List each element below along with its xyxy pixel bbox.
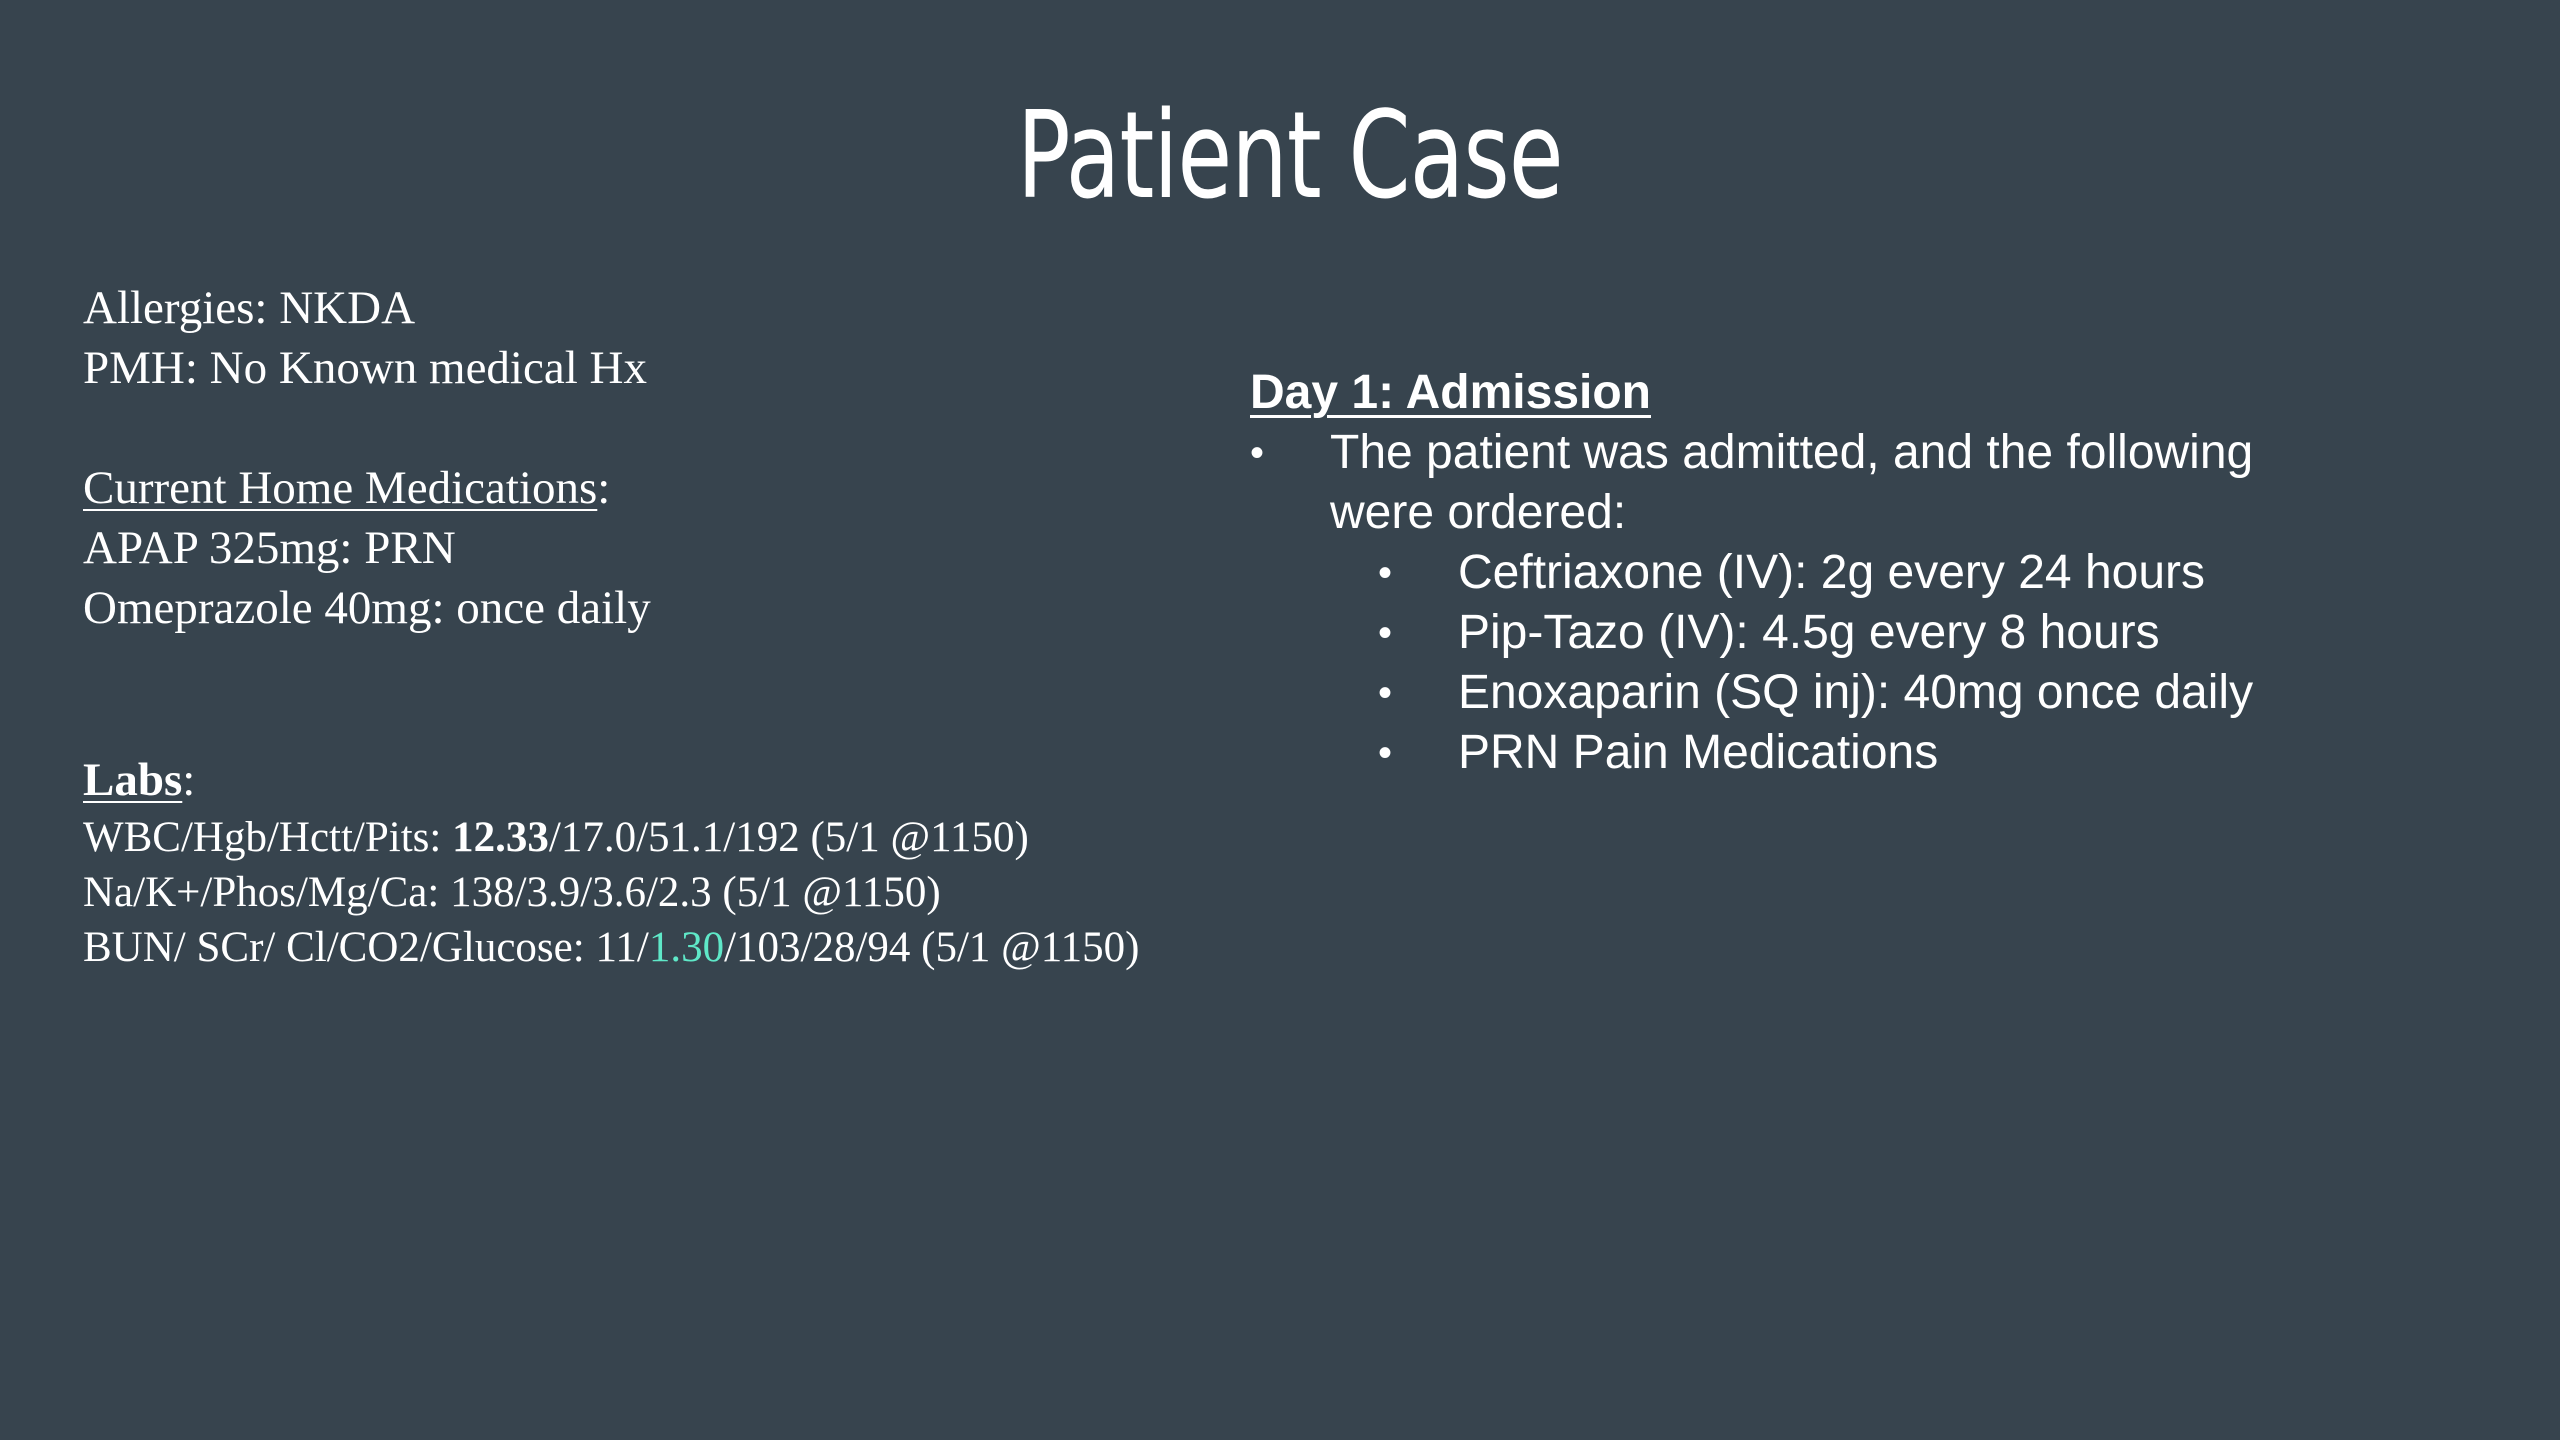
home-med-item: APAP 325mg: PRN — [83, 522, 456, 574]
labs-electrolytes-line: Na/K+/Phos/Mg/Ca: 138/3.9/3.6/2.3 (5/1 @1150) — [83, 869, 941, 916]
day-heading: Day 1: Admission — [1250, 366, 1651, 419]
order-item — [1250, 663, 2450, 723]
admission-column — [1250, 363, 2450, 783]
pmh-line: PMH: No Known medical Hx — [83, 342, 647, 394]
bullet-icon: • — [1378, 551, 1393, 595]
labs-bmp-label: BUN/ SCr/ Cl/CO2/Glucose: 11/ — [83, 924, 649, 971]
slide-title: Patient Case — [1016, 87, 1563, 226]
bullet-icon: • — [1378, 611, 1393, 655]
order-item — [1250, 723, 2450, 783]
labs-cbc-rest: /17.0/51.1/192 (5/1 @1150) — [548, 814, 1029, 861]
bullet-icon: • — [1250, 431, 1265, 475]
home-med-item: Omeprazole 40mg: once daily — [83, 582, 651, 634]
order-item-text: PRN Pain Medications — [1458, 726, 1939, 779]
allergies-line: Allergies: NKDA — [83, 282, 416, 334]
order-item — [1250, 603, 2450, 663]
home-meds-heading — [83, 458, 1243, 518]
labs-heading — [83, 750, 1243, 810]
bullet-icon: • — [1378, 671, 1393, 715]
home-meds-heading-colon: : — [597, 462, 611, 514]
labs-scr-value: 1.30 — [648, 924, 725, 971]
patient-info-column — [83, 278, 1243, 975]
labs-heading-colon: : — [182, 754, 196, 806]
labs-wbc-value: 12.33 — [452, 814, 549, 861]
bullet-icon: • — [1378, 731, 1393, 775]
order-item-text: Pip-Tazo (IV): 4.5g every 8 hours — [1458, 606, 2160, 659]
order-item — [1250, 543, 2450, 603]
labs-heading-text: Labs — [83, 754, 183, 806]
labs-cbc-label: WBC/Hgb/Hctt/Pits: — [83, 814, 453, 861]
order-item-text: Ceftriaxone (IV): 2g every 24 hours — [1458, 546, 2206, 599]
main-bullet — [1250, 423, 2450, 543]
main-bullet-text: The patient was admitted, and the following were ordered: — [1330, 426, 2254, 539]
labs-bmp-rest: /103/28/94 (5/1 @1150) — [724, 924, 1140, 971]
labs-cbc-line — [83, 810, 1243, 865]
home-meds-heading-text: Current Home Medications — [83, 462, 598, 514]
labs-bmp-line — [83, 920, 1243, 975]
order-item-text: Enoxaparin (SQ inj): 40mg once daily — [1458, 666, 2254, 719]
